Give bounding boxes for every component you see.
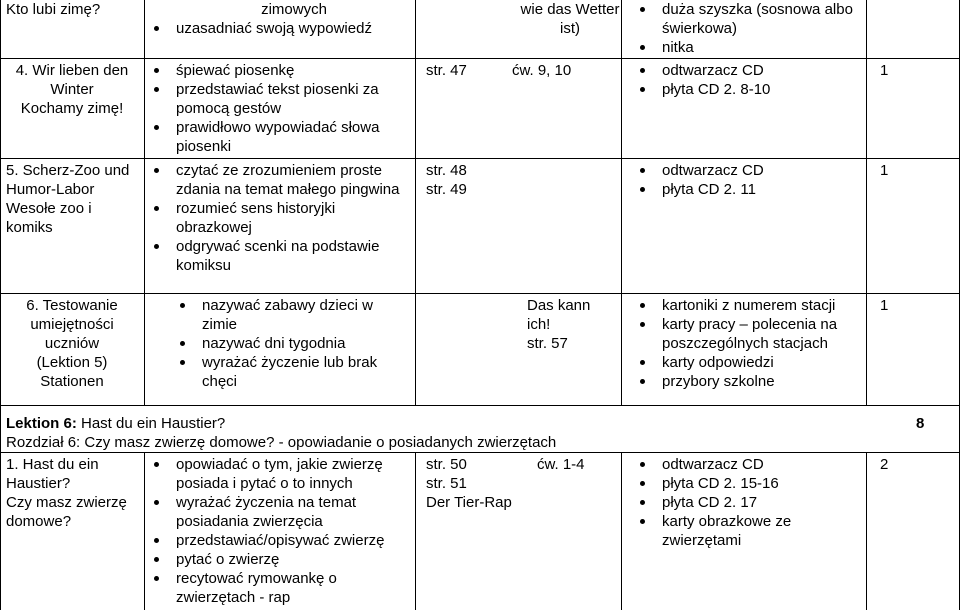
goal-item: nazywać zabawy dzieci w zimie <box>176 296 396 334</box>
exercise-cell: Das kann ich! str. 57 <box>527 297 591 352</box>
material-item: płyta CD 2. 8-10 <box>636 80 864 99</box>
topic-cell <box>6 455 142 531</box>
material-item: karty pracy – polecenia na poszczególnych stacjach <box>636 315 864 353</box>
topic-line: 1. Hast du ein <box>6 456 99 473</box>
goals-cell <box>150 161 406 275</box>
topic-line: 6. Testowanie <box>26 297 118 314</box>
goal-item: wyrażać życzenia na temat posiadania zwierzęcia <box>150 493 412 531</box>
goal-item: czytać ze zrozumieniem proste zdania na temat małego pingwina <box>150 161 406 199</box>
topic-line: umiejętności <box>30 316 114 333</box>
hours-cell: 1 <box>880 162 889 179</box>
topic-line: Kochamy zimę! <box>20 100 124 117</box>
hours-cell: 1 <box>880 62 889 79</box>
table-border <box>0 0 1 405</box>
page-cell: str. 48 str. 49 <box>426 162 467 198</box>
topic-cell <box>6 161 142 237</box>
material-item: nitka <box>636 38 864 57</box>
page-cell: str. 50 str. 51 Der Tier-Rap <box>426 456 512 511</box>
topic-line: 4. Wir lieben den <box>15 62 129 79</box>
material-item: kartoniki z numerem stacji <box>636 296 864 315</box>
goal-item: przedstawiać/opisywać zwierzę <box>150 531 412 550</box>
topic-line: domowe? <box>6 513 72 530</box>
goals-cell <box>150 455 412 607</box>
goal-item: recytować rymowankę o zwierzętach - rap <box>150 569 412 607</box>
exercise-cell: ćw. 1-4 <box>537 456 585 473</box>
table-border <box>0 405 960 406</box>
topic-cell <box>2 61 142 118</box>
material-item: odtwarzacz CD <box>636 161 864 180</box>
topic-line: komiks <box>6 219 53 236</box>
material-item: karty odpowiedzi <box>636 353 864 372</box>
topic-cell <box>6 0 140 19</box>
materials-cell <box>636 455 864 550</box>
goal-item: przedstawiać tekst piosenki za pomocą gestów <box>150 80 406 118</box>
goals-cell <box>150 0 412 38</box>
topic-line: Humor-Labor <box>6 181 95 198</box>
table-border <box>0 58 960 59</box>
goals-cell <box>176 296 396 391</box>
goal-item: nazywać dni tygodnia <box>176 334 396 353</box>
topic-line: 5. Scherz-Zoo und <box>6 162 130 179</box>
table-border <box>144 452 145 610</box>
lektion-heading <box>6 414 225 433</box>
lektion-label: Lektion 6: <box>6 415 77 432</box>
topic-line: Kto lubi zimę? <box>6 1 101 18</box>
table-border <box>144 0 145 405</box>
table-border <box>621 0 622 405</box>
table-border <box>0 405 1 610</box>
lektion-hours: 8 <box>916 415 925 432</box>
exercise-cell: wie das Wetter ist) <box>520 1 620 37</box>
goal-item: odgrywać scenki na podstawie komiksu <box>150 237 406 275</box>
topic-line: Stationen <box>40 373 104 390</box>
materials-cell <box>636 61 864 99</box>
table-border <box>415 452 416 610</box>
materials-cell <box>636 0 864 57</box>
page-cell: str. 47 <box>426 62 467 79</box>
topic-line: Czy masz zwierzę <box>6 494 127 511</box>
goal-item: rozumieć sens historyjki obrazkowej <box>150 199 406 237</box>
materials-cell <box>636 296 864 391</box>
table-border <box>415 0 416 405</box>
lektion-title: Hast du ein Haustier? <box>76 415 226 432</box>
table-border <box>0 293 960 294</box>
hours-cell: 2 <box>880 456 889 473</box>
hours-cell: 1 <box>880 297 889 314</box>
topic-line: (Lektion 5) <box>36 354 108 371</box>
goal-item: śpiewać piosenkę <box>150 61 406 80</box>
material-item: płyta CD 2. 11 <box>636 180 864 199</box>
material-item: odtwarzacz CD <box>636 455 864 474</box>
table-border <box>866 0 867 405</box>
exercise-cell: ćw. 9, 10 <box>512 62 572 79</box>
goal-continuation: zimowych <box>261 1 327 18</box>
material-item: przybory szkolne <box>636 372 864 391</box>
material-item: płyta CD 2. 17 <box>636 493 864 512</box>
goal-item: opowiadać o tym, jakie zwierzę posiada i pytać o to innych <box>150 455 412 493</box>
topic-line: uczniów <box>44 335 100 352</box>
table-border <box>621 452 622 610</box>
material-item: karty obrazkowe ze zwierzętami <box>636 512 864 550</box>
rozdzial-heading: Rozdział 6: Czy masz zwierzę domowe? - opowiadanie o posiadanych zwierzętach <box>6 434 557 451</box>
goal-item: prawidłowo wypowiadać słowa piosenki <box>150 118 406 156</box>
goal-item: uzasadniać swoją wypowiedź <box>150 19 412 38</box>
materials-cell <box>636 161 864 199</box>
table-border <box>0 158 960 159</box>
material-item: płyta CD 2. 15-16 <box>636 474 864 493</box>
topic-cell <box>2 296 142 391</box>
material-item: odtwarzacz CD <box>636 61 864 80</box>
goal-item: wyrażać życzenie lub brak chęci <box>176 353 396 391</box>
topic-line: Haustier? <box>6 475 71 492</box>
goals-cell <box>150 61 406 156</box>
material-item: duża szyszka (sosnowa albo świerkowa) <box>636 0 864 38</box>
table-border <box>866 452 867 610</box>
topic-line: Wesołe zoo i <box>6 200 92 217</box>
goal-item: pytać o zwierzę <box>150 550 412 569</box>
topic-line: Winter <box>50 81 94 98</box>
